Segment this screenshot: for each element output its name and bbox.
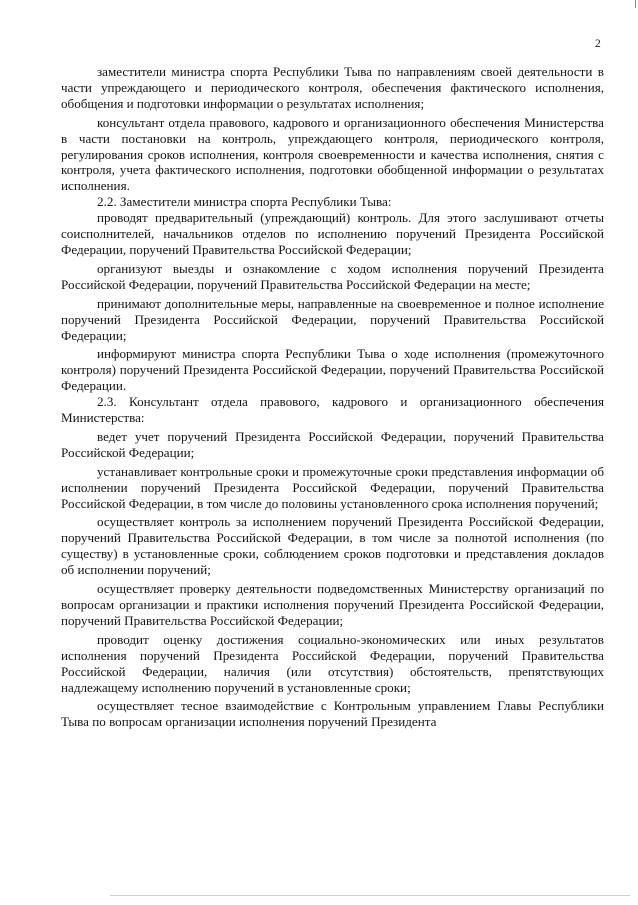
paragraph: осуществляет проверку деятельности подведомственных Министерству организаций по вопросам организации и практики исполнения поручений Президента Российской Федерации, поручений Правительства Российской Федерации; bbox=[61, 581, 604, 628]
paragraph: заместители министра спорта Республики Тыва по направлениям своей деятельности в части упреждающего и периодического контроля, обеспечения фактического исполнения, обобщения и подготовки информации о результатах исполнения; bbox=[61, 64, 604, 111]
paragraph: ведет учет поручений Президента Российской Федерации, поручений Правительства Российской Федерации; bbox=[61, 428, 604, 460]
section-heading-2-3: 2.3. Консультант отдела правового, кадрового и организационного обеспечения Министерства: bbox=[61, 394, 604, 426]
paragraph: проводит оценку достижения социально-экономических или иных результатов исполнения поручений Президента Российской Федерации, поручений Правительства Российской Федерации, наличия (или отсутствия) обстоятельств, препятствующих надлежащему исполнению поручений в установленные сроки; bbox=[61, 631, 604, 695]
paragraph: устанавливает контрольные сроки и промежуточные сроки представления информации об исполнении поручений Президента Российской Федерации, поручений Правительства Российской Федерации, в том числе до половины установленного срока исполнения поручений; bbox=[61, 463, 604, 511]
paragraph: проводят предварительный (упреждающий) контроль. Для этого заслушивают отчеты соисполнителей, начальников отделов по исполнению поручений Президента Российской Федерации, поручений Правительства Российской Федерации; bbox=[61, 210, 604, 257]
paragraph: информируют министра спорта Республики Тыва о ходе исполнения (промежуточного контроля) поручений Президента Российской Федерации, поручений Правительства Российской Федерации. bbox=[61, 346, 604, 394]
scan-edge-line bbox=[110, 895, 630, 896]
page-number: 2 bbox=[595, 38, 601, 50]
scan-corner-mark bbox=[631, 0, 636, 8]
section-heading-2-2: 2.2. Заместители министра спорта Республики Тыва: bbox=[97, 194, 392, 210]
paragraph: осуществляет контроль за исполнением поручений Президента Российской Федерации, поручений Правительства Российской Федерации, в том числе за полнотой исполнения (по существу) в установленные сроки, соблюдением сроков подготовки и представления докладов об исполнении поручений; bbox=[61, 514, 604, 578]
paragraph: организуют выезды и ознакомление с ходом исполнения поручений Президента Российской Федерации, поручений Правительства Российской Федерации на месте; bbox=[61, 260, 604, 292]
paragraph: консультант отдела правового, кадрового и организационного обеспечения Министерства в части постановки на контроль, упреждающего контроля, периодического контроля, регулирования сроков исполнения, контроля своевременности и качества исполнения, снятия с контроля, учета фактического исполнения, подготовки обобщенной информации о результатах исполнения. bbox=[61, 114, 604, 194]
paragraph: осуществляет тесное взаимодействие с Контрольным управлением Главы Республики Тыва по вопросам организации исполнения поручений Президента bbox=[61, 698, 604, 730]
document-body bbox=[61, 64, 604, 730]
paragraph: принимают дополнительные меры, направленные на своевременное и полное исполнение поручений Президента Российской Федерации, поручений Правительства Российской Федерации; bbox=[61, 295, 604, 343]
